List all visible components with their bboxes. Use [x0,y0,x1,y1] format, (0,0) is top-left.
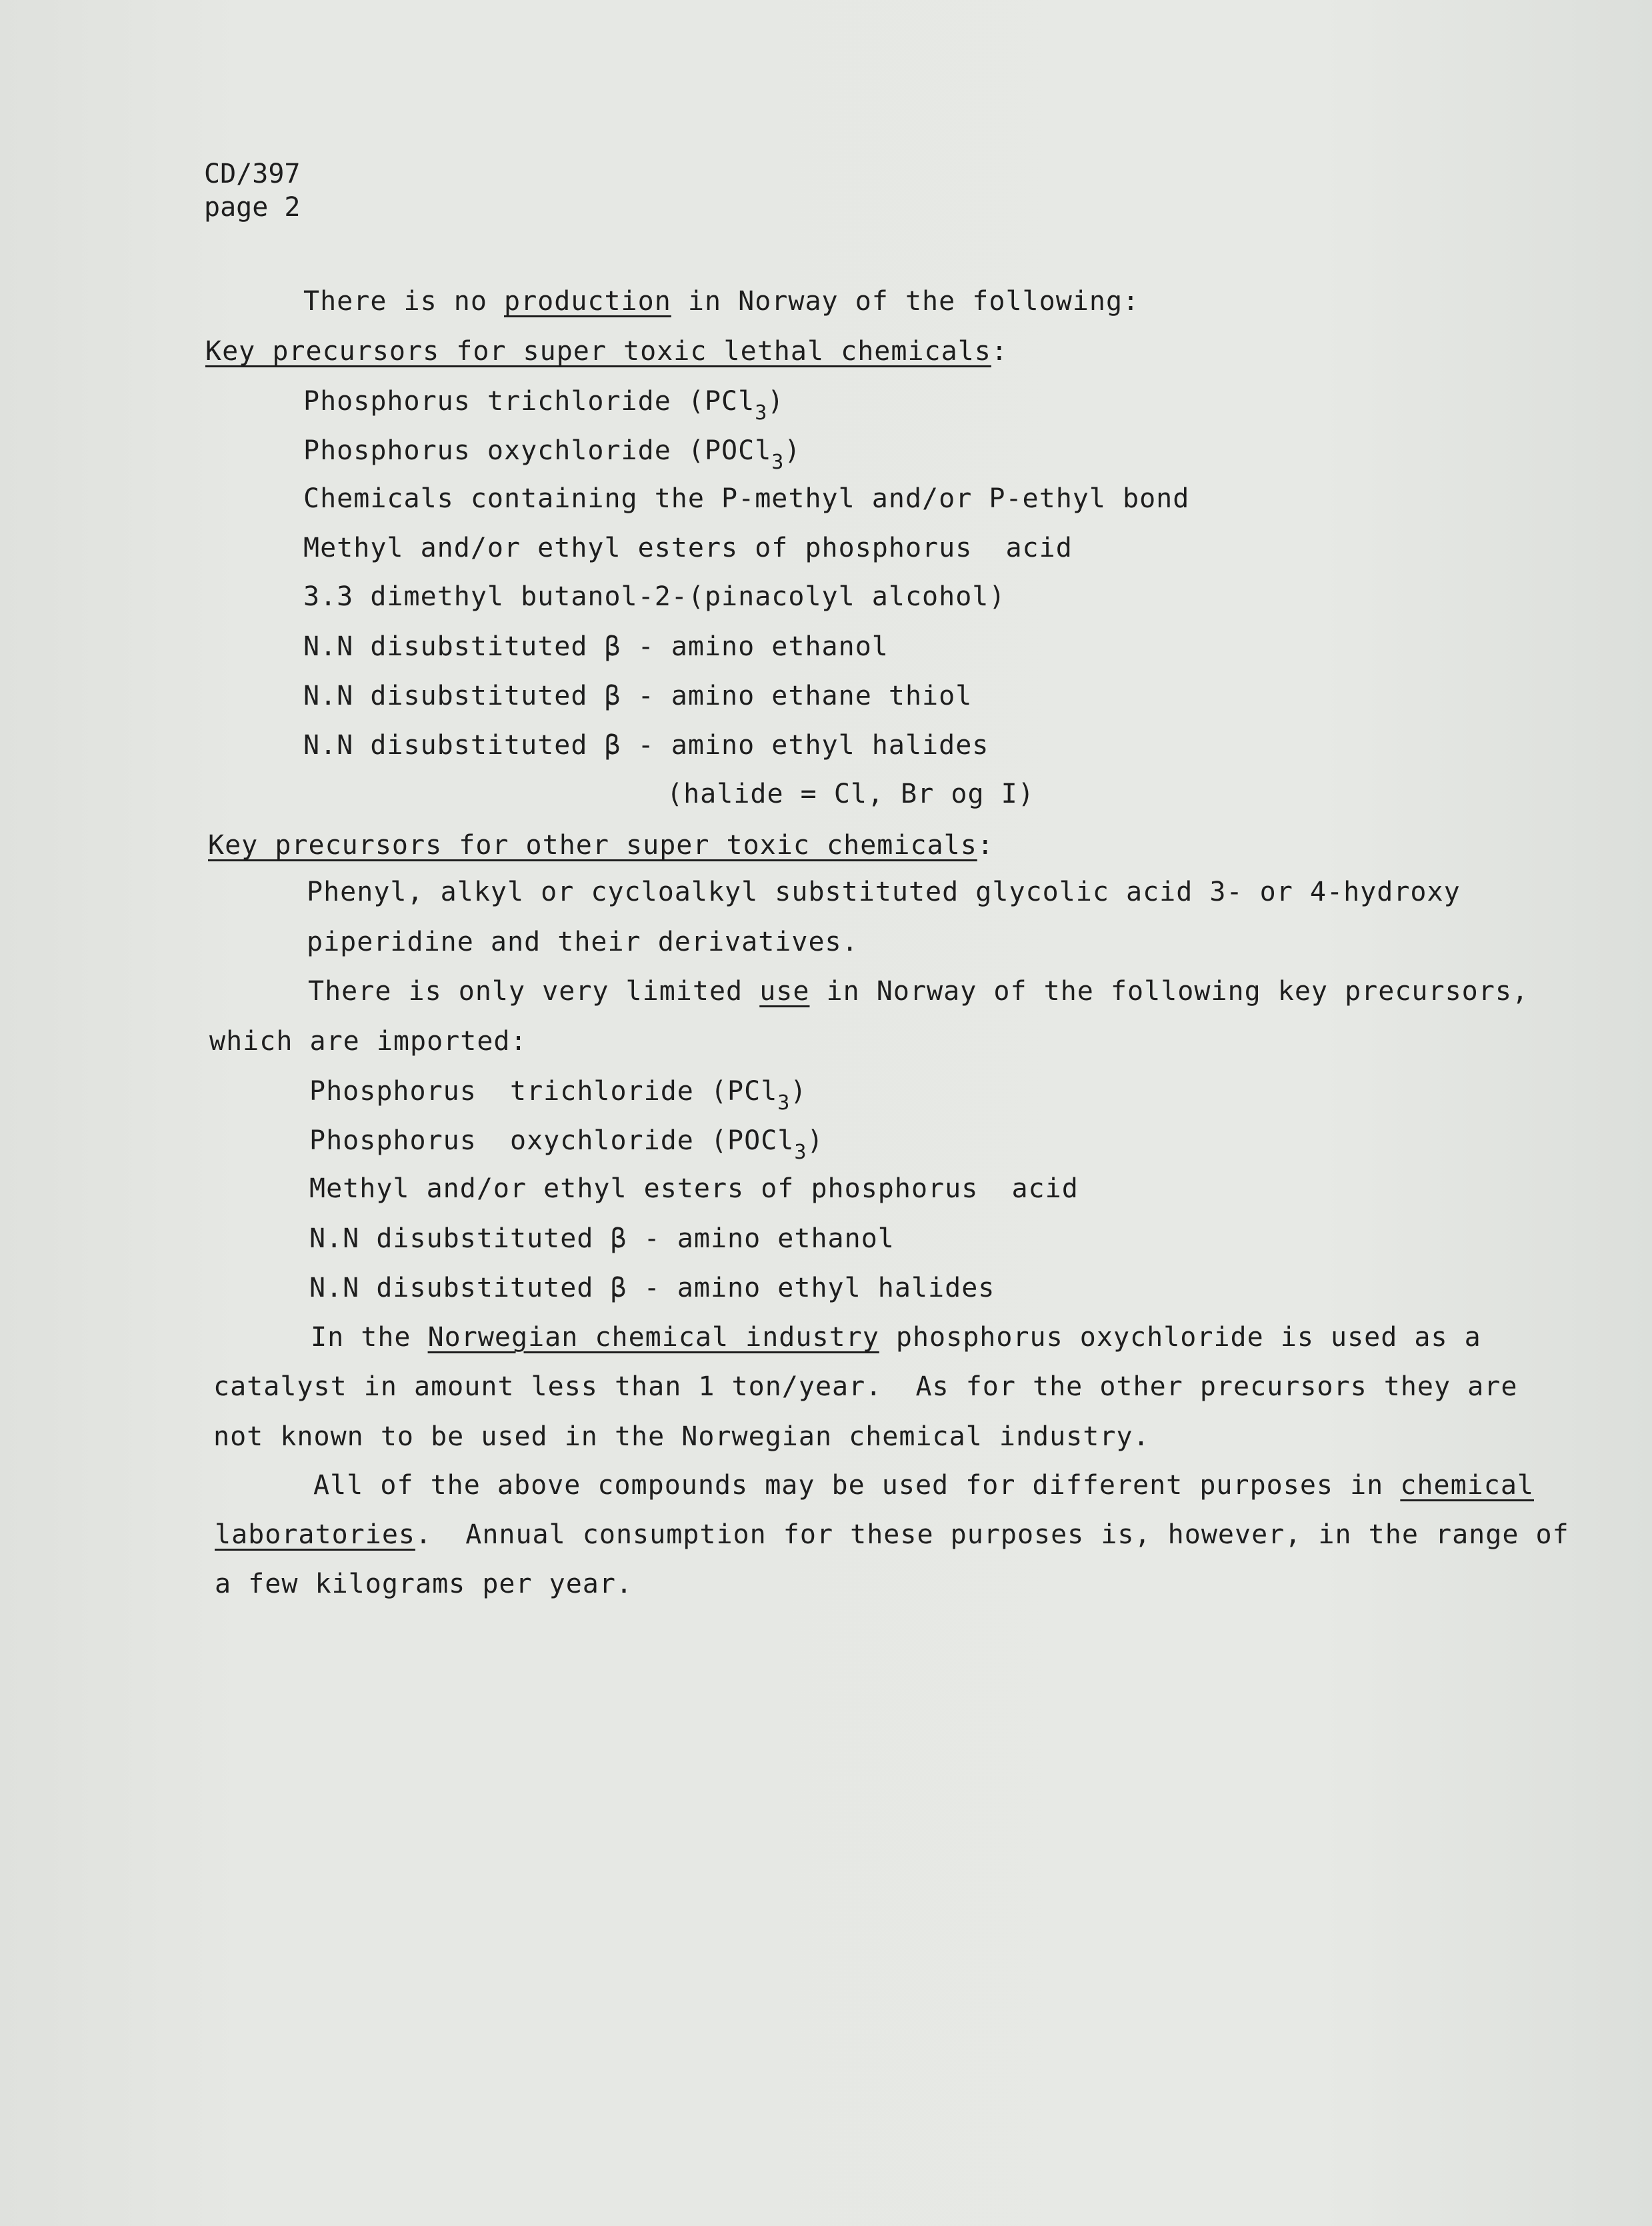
section1-item: Methyl and/or ethyl esters of phosphorus acid [303,533,1073,563]
item-close: ) [807,1125,824,1156]
section2-heading [208,829,994,862]
section1-heading-text: Key precursors for super toxic lethal chemicals [205,336,991,367]
item-close: ) [767,386,785,417]
industry-paragraph [311,1321,1481,1354]
item-text: Phosphorus trichloride (PCl [309,1076,778,1107]
section3-item: N.N disubstituted β - amino ethyl halides [309,1273,995,1303]
subscript: 3 [777,1091,791,1115]
intro-emphasis: production [503,286,671,317]
labs-emphasis-2: laboratories [215,1519,415,1550]
labs-lead: All of the above compounds may be used for different purposes in [313,1470,1401,1501]
labs-line3: a few kilograms per year. [215,1569,633,1599]
section2-item-line2: piperidine and their derivatives. [307,927,859,957]
section1-item [303,385,785,425]
limited-lead: There is only very limited [308,976,760,1007]
section1-item: Chemicals containing the P-methyl and/or P-ethyl bond [303,483,1190,514]
labs-line2 [215,1518,1569,1551]
section3-item: N.N disubstituted β - amino ethanol [309,1223,895,1254]
section3-item: Methyl and/or ethyl esters of phosphorus acid [309,1173,1079,1204]
section1-item: N.N disubstituted β - amino ethane thiol [303,681,973,711]
item-close: ) [784,435,801,466]
intro-rest: in Norway of the following: [671,286,1140,317]
section1-item: N.N disubstituted β - amino ethyl halides [303,730,989,761]
industry-emphasis: Norwegian chemical industry [427,1322,879,1353]
industry-line2: catalyst in amount less than 1 ton/year. As for the other precursors they are [213,1371,1518,1402]
document-reference: CD/397 [204,159,301,189]
section1-item [303,434,801,474]
section1-item: 3.3 dimethyl butanol-2-(pinacolyl alcohol) [303,581,1006,612]
item-text: Phosphorus oxychloride (POCl [303,435,772,466]
limited-paragraph [308,975,1529,1008]
intro-paragraph [303,285,1139,318]
limited-emphasis: use [759,976,810,1007]
item-text: Phosphorus oxychloride (POCl [309,1125,795,1156]
section2-item-line1: Phenyl, alkyl or cycloalkyl substituted glycolic acid 3- or 4-hydroxy [307,877,1461,907]
industry-lead: In the [311,1322,428,1353]
subscript: 3 [755,401,768,425]
limited-line2: which are imported: [209,1026,527,1057]
section3-item [309,1124,824,1164]
item-text: Phosphorus trichloride (PCl [303,386,755,417]
halide-note: (halide = Cl, Br og I) [667,779,1035,809]
item-close: ) [790,1076,807,1107]
limited-rest: in Norway of the following key precursors, [809,976,1529,1007]
labs-paragraph [313,1469,1534,1502]
labs-rest: . Annual consumption for these purposes is, however, in the range of [415,1519,1569,1550]
labs-emphasis-1: chemical [1400,1470,1534,1501]
subscript: 3 [794,1141,807,1164]
section3-item [309,1075,807,1115]
section2-heading-text: Key precursors for other super toxic chemicals [208,830,977,861]
section1-heading-colon: : [991,336,1008,367]
subscript: 3 [771,451,785,474]
page-number: page 2 [204,192,301,223]
section2-heading-colon: : [977,830,994,861]
section1-item: N.N disubstituted β - amino ethanol [303,631,889,662]
industry-line3: not known to be used in the Norwegian chemical industry. [213,1421,1150,1452]
intro-lead: There is no [303,286,504,317]
section1-heading [205,335,1008,368]
industry-rest: phosphorus oxychloride is used as a [879,1322,1481,1353]
